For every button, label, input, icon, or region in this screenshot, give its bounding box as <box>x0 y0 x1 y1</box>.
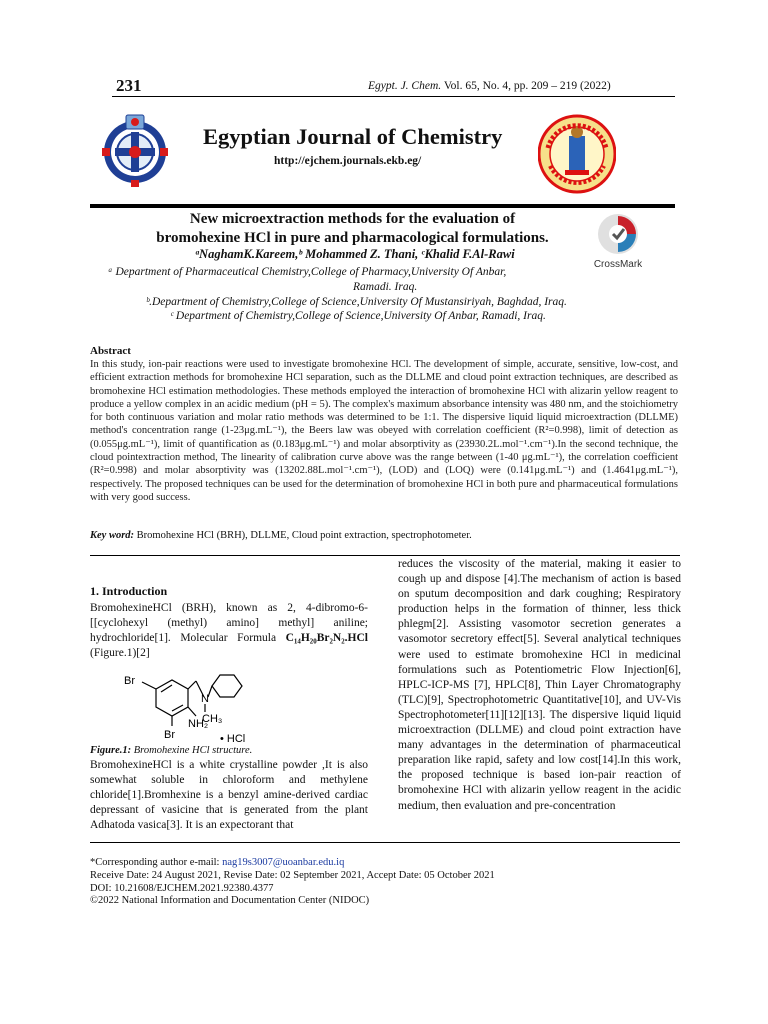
crossmark-badge[interactable] <box>590 212 646 270</box>
intro-para1 <box>90 601 368 661</box>
affiliation-a-city: Ramadi. Iraq. <box>353 281 418 293</box>
intro-right-column: reduces the viscosity of the material, making it easier to cough up and dispose [4].The mechanism of action is based on sputum decomposition and dark coughing; Respiratory production helps in the formation of thinner, less thick phlegm[2]. Assisting vasomotor secretion generates a vasomotor secretory effect[5]. Several analytical techniques were used to estimate bromohexine HCl in medicinal formulations such as Potentiometric Flow Injection[6], HPLC-ICP-MS [7], HPLC[8], Thin Layer Chromatography (TLC)[9], Spectrophotometric Quantitative[10], and UV-Vis Spectrophotometer[11][12][13]. The dispersive liquid liquid microextraction (DLLME) and cloud point extraction have many advantages in the determination of pharmaceutical preparation like rapid, safety and low cost[14].In this work, the proposed technique is based ion-pair reaction of bromohexine HCl with alizarin yellow reagent in the acidic medium, then evaluation and pre-concentration <box>398 558 681 812</box>
corresponding-author <box>90 857 680 870</box>
corresponding-email-link[interactable]: nag19s3007@uoanbar.edu.iq <box>222 857 345 868</box>
journal-title: Egyptian Journal of Chemistry <box>203 124 503 149</box>
figure-caption-label: Figure.1: <box>90 745 132 756</box>
label-ch3: CH₃ <box>202 713 223 725</box>
affiliation-c: ᶜ Department of Chemistry,College of Science,University Of Anbar, Ramadi, Iraq. <box>170 310 546 322</box>
keywords-text: Bromohexine HCl (BRH), DLLME, Cloud point extraction, spectrophotometer. <box>134 530 472 541</box>
article-dates: Receive Date: 24 August 2021, Revise Date: 02 September 2021, Accept Date: 05 October 2021 <box>90 869 495 881</box>
title-rule <box>90 204 675 208</box>
journal-logo-icon <box>98 112 172 188</box>
intro-para2: BromohexineHCl is a white crystalline powder ,It is also somewhat soluble in chloroform and methylene chloride[1].Bromhexine is a benzyl amine-derived cardiac depressant of vasicine that is generated from the plant Adhatoda vasica[3]. It is an expectorant that <box>90 759 368 831</box>
copyright: ©2022 National Information and Documentation Center (NIDOC) <box>90 895 370 907</box>
crossmark-icon <box>596 212 640 256</box>
intro-heading: 1. Introduction <box>90 584 168 598</box>
body-rule <box>90 555 680 556</box>
article-doi: DOI: 10.21608/EJCHEM.2021.92380.4377 <box>90 882 274 894</box>
journal-short: Egypt. J. Chem. <box>368 80 442 92</box>
affiliation-a: ᵃ Department of Pharmaceutical Chemistry,College of Pharmacy,University Of Anbar, <box>108 266 507 278</box>
journal-url[interactable]: http://ejchem.journals.ekb.eg/ <box>274 155 422 167</box>
label-hcl: • HCl <box>220 733 246 744</box>
keywords <box>90 530 680 541</box>
journal-citation <box>368 80 611 92</box>
keywords-label: Key word: <box>90 530 135 541</box>
crossmark-label: CrossMark <box>593 259 643 270</box>
article-title <box>115 210 590 248</box>
figure-caption-text: Bromohexine HCl structure. <box>131 745 253 756</box>
label-nh2: NH₂ <box>188 718 209 730</box>
journal-volume: Vol. 65 <box>443 80 477 92</box>
article-title-line2: bromohexine HCl in pure and pharmacological formulations. <box>156 230 549 246</box>
abstract-text: In this study, ion-pair reactions were used to investigate bromohexine HCl. The development of simple, accurate, sensitive, low-cost, and efficient extraction methods for bromohexine HCl separation, such as the DLLME and cloud point extraction techniques, are described as bromohexine HCl estimation methodologies. These methods employed the interaction of bromohexine HCl with alizarin yellow reagent to produce a yellow complex in an acidic medium (pH = 5). The complex's maximum absorbance intensity was 480 nm, and the stoichiometry for both continuous variation and molar ratio methods was determined to be 1:1. The dispersive liquid liquid microextraction (DLLME) method's concentration range (1-23μg.mL⁻¹), the Beers law was obeyed with correlation coefficient (R²=0.998), limit of detection as (0.055μg.mL⁻¹), limit of quantification as (0.183μg.mL⁻¹) and molar absorptivity as (23930.2L.mol⁻¹.cm⁻¹).In the second technique, the cloud pointextraction method, The linearity of calibration curve above was the range between (1-40 μg.mL⁻¹), the correlation coefficient (R²=0.998) and molar absorptivity was (13202.88L.mol⁻¹.cm⁻¹), (LOD) and (LOQ) were (0.141μg.mL⁻¹) and (1.4641μg.mL⁻¹), respectively. The proposed techniques can be used for the determination of bromohexine HCl in both pure and pharmaceutical formulations with very good success. <box>90 359 678 503</box>
corresponding-label: *Corresponding author e-mail: <box>90 857 223 868</box>
abstract-heading: Abstract <box>90 345 131 357</box>
affiliation-b: ᵇ.Department of Chemistry,College of Science,University Of Mustansiriyah, Baghdad, Iraq. <box>146 296 567 308</box>
intro-para1-tail: (Figure.1)[2] <box>90 647 150 659</box>
label-br-top: Br <box>124 675 135 687</box>
society-seal-icon <box>538 112 616 196</box>
footer-rule <box>90 842 680 843</box>
intro-para1-text: BromohexineHCl (BRH), known as 2, 4-dibromo-6-[[cyclohexyl (methyl) amino] methyl] aniline; hydrochloride[1]. Molecular Formula <box>90 602 368 644</box>
figure-caption <box>90 745 252 756</box>
page-number: 231 <box>116 76 142 95</box>
header-rule <box>112 96 675 97</box>
bromohexine-structure-figure <box>116 664 266 744</box>
molecular-formula: C₁₄H₂₀Br₂N₂.HCl <box>285 632 368 644</box>
journal-issue-pages: , No. 4, pp. 209 – 219 (2022) <box>476 80 611 92</box>
article-title-line1: New microextraction methods for the evaluation of <box>189 211 516 227</box>
label-n: N <box>201 693 209 705</box>
label-br-bottom: Br <box>164 729 175 741</box>
authors: ᵃNaghamK.Kareem,ᵇ Mohammed Z. Thani, ᶜKhalid F.Al-Rawi <box>195 247 515 261</box>
footer <box>90 857 680 908</box>
